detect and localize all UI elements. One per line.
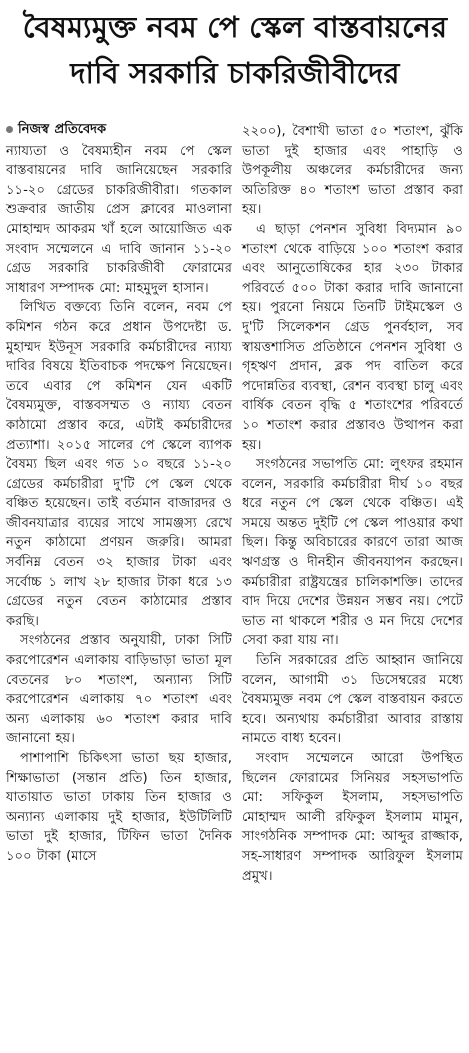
- paragraph: ২২০০), বৈশাখী ভাতা ৫০ শতাংশ, ঝুঁকি ভাতা দুই হাজার এবং পাহাড়ি ও উপকূলীয় অঞ্চলের কর্মচারীদের জন্য অতিরিক্ত ৪০ শতাংশ ভাতা প্রস্তাব করা হয়।: [242, 124, 463, 218]
- article-column-right: [242, 122, 463, 886]
- headline-line-2: দাবি সরকারি চাকরিজীবীদের: [70, 56, 400, 90]
- paragraph: সংগঠনের প্রস্তাব অনুযায়ী, ঢাকা সিটি করপোরেশন এলাকায় বাড়িভাড়া ভাতা মূল বেতনের ৮০ শতাংশ, অন্যান্য সিটি করপোরেশন এলাকায় ৭০ শতাংশ এবং অন্য এলাকায় ৬০ শতাংশ করার দাবি জানানো হয়।: [6, 633, 232, 747]
- paragraph: ন্যায্যতা ও বৈষম্যহীন নবম পে স্কেল বাস্তবায়নের দাবি জানিয়েছেন সরকারি ১১-২০ গ্রেডের চাকরিজীবীরা। গতকাল শুক্রবার জাতীয় প্রেস ক্লাবের মাওলানা মোহাম্মদ আকরম খাঁ হলে আয়োজিত এক সংবাদ সম্মেলনে এ দাবি জানান ১১-২০ গ্রেড সরকারি চাকরিজীবী ফোরামের সাধারণ সম্পাদক মো: মাহমুদুল হাসান।: [6, 143, 232, 296]
- byline-text: নিজস্ব প্রতিবেদক: [18, 122, 107, 137]
- bullet-icon: [6, 126, 13, 133]
- article-column-left: [6, 120, 232, 867]
- paragraph: পাশাপাশি চিকিৎসা ভাতা ছয় হাজার, শিক্ষাভাতা (সন্তান প্রতি) তিন হাজার, যাতায়াত ভাতা ঢাকায় তিন হাজার ও অন্যান্য এলাকায় দুই হাজার, ইউটিলিটি ভাতা দুই হাজার, টিফিন ভাতা দৈনিক ১০০ টাকা (মাসে: [6, 751, 232, 864]
- paragraph: তিনি সরকারের প্রতি আহ্বান জানিয়ে বলেন, আগামী ৩১ ডিসেম্বরের মধ্যে বৈষম্যমুক্ত নবম পে স্কেল বাস্তবায়ন করতে হবে। অন্যথায় কর্মচারীরা আবার রাস্তায় নামতে বাধ্য হবেন।: [242, 653, 463, 747]
- paragraph: লিখিত বক্তব্যে তিনি বলেন, নবম পে কমিশন গঠন করে প্রধান উপদেষ্টা ড. মুহাম্মদ ইউনূস সরকারি কর্মচারীদের ন্যায্য দাবির বিষয়ে ইতিবাচক পদক্ষেপ নিয়েছেন। তবে এবার পে কমিশন যেন একটি বৈষম্যমুক্ত, বাস্তবসম্মত ও ন্যায্য বেতন কাঠামো প্রস্তাব করে, এটাই কর্মচারীদের প্রত্যাশা। ২০১৫ সালের পে স্কেলে ব্যাপক বৈষম্য ছিল এবং গত ১০ বছরে ১১-২০ গ্রেডের কর্মচারীরা দু'টি পে স্কেল থেকে বঞ্চিত হয়েছেন। তাই বর্তমান বাজারদর ও জীবনযাত্রার ব্যয়ের সাথে সামঞ্জস্য রেখে নতুন কাঠামো প্রণয়ন জরুরি। আমরা সর্বনিম্ন বেতন ৩২ হাজার টাকা এবং সর্বোচ্চ ১ লাখ ২৮ হাজার টাকা ধরে ১৩ গ্রেডের নতুন বেতন কাঠামোর প্রস্তাব করছি।: [6, 300, 232, 629]
- byline: [6, 120, 232, 140]
- headline-line-1: বৈষম্যমুক্ত নবম পে স্কেল বাস্তবায়নের: [22, 10, 448, 44]
- paragraph: সংগঠনের সভাপতি মো: লুৎফর রহমান বলেন, সরকারি কর্মচারীরা দীর্ঘ ১০ বছর ধরে নতুন পে স্কেল থেকে বঞ্চিত। এই সময়ে অন্তত দুইটি পে স্কেল পাওয়ার কথা ছিল। কিন্তু অবিচারের কারণে তারা আজ ঋণগ্রস্ত ও দীনহীন জীবনযাপন করছেন। কর্মচারীরা রাষ্ট্রযন্ত্রের চালিকাশক্তি। তাদের বাদ দিয়ে দেশের উন্নয়ন সম্ভব নয়। পেটে ভাত না থাকলে শরীর ও মন দিয়ে দেশের সেবা করা যায় না।: [242, 457, 463, 649]
- headline: [6, 4, 464, 96]
- paragraph: সংবাদ সম্মেলনে আরো উপস্থিত ছিলেন ফোরামের সিনিয়র সহসভাপতি মো: সফিকুল ইসলাম, সহসভাপতি মোহাম্মদ আলী রফিকুল ইসলাম মামুন, সাংগঠনিক সম্পাদক মো: আব্দুর রাজ্জাক, সহ-সাধারণ সম্পাদক আরিফুল ইসলাম প্রমুখ।: [242, 751, 463, 884]
- paragraph: এ ছাড়া পেনশন সুবিধা বিদ্যমান ৯০ শতাংশ থেকে বাড়িয়ে ১০০ শতাংশ করার এবং আনুতোষিকের হার ২৩০ টাকার পরিবর্তে ৫০০ টাকা করার দাবি জানানো হয়। পুরনো নিয়মে তিনটি টাইমস্কেল ও দু'টি সিলেকশন গ্রেড পুনর্বহাল, সব স্বায়ত্তশাসিত প্রতিষ্ঠানে পেনশন সুবিধা ও গৃহঋণ প্রদান, ব্লক পদ বাতিল করে পদোন্নতির ব্যবস্থা, রেশন ব্যবস্থা চালু এবং বার্ষিক বেতন বৃদ্ধি ৫ শতাংশের পরিবর্তে ১০ শতাংশ করার প্রস্তাবও উত্থাপন করা হয়।: [242, 221, 463, 453]
